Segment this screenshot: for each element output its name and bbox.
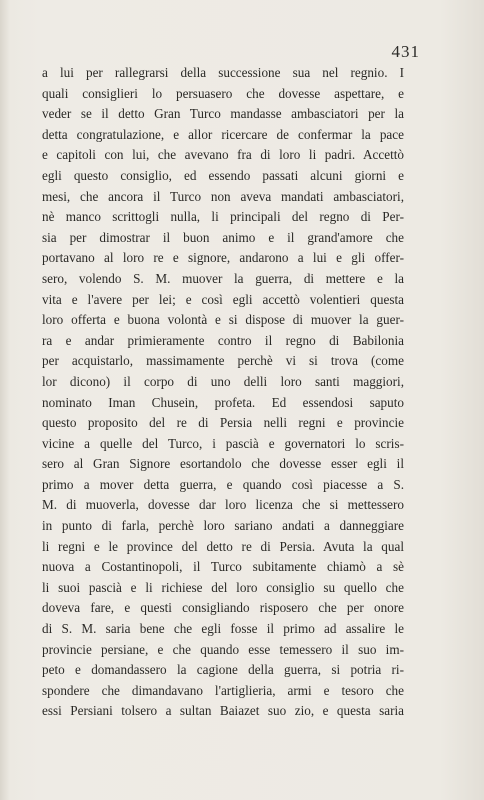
text-line: essi Persiani tolsero a sultan Baiazet suo zio, e questa saria bbox=[42, 703, 404, 719]
text-line: spondere che dimandavano l'artiglieria, armi e tesoro che bbox=[42, 682, 404, 698]
text-line: mesi, che ancora il Turco non aveva mandati ambasciatori, bbox=[42, 188, 404, 204]
text-line: li suoi pascià e li richiese del loro consiglio su quello che bbox=[42, 579, 404, 595]
text-line: peto e domandassero la cagione della guerra, si potria ri- bbox=[42, 662, 404, 678]
body-text bbox=[42, 63, 404, 722]
text-line: M. di muoverla, dovesse dar loro licenza che si mettessero bbox=[42, 497, 404, 513]
text-line: egli questo consiglio, ed essendo passati alcuni giorni e bbox=[42, 167, 404, 183]
page-number: 431 bbox=[391, 42, 420, 61]
text-line: ra e andar primieramente contro il regno di Babilonia bbox=[42, 332, 404, 348]
text-line: detta congratulazione, e allor ricercare de confermar la pace bbox=[42, 126, 404, 142]
text-line: a lui per rallegrarsi della successione sua nel regnio. I bbox=[42, 65, 404, 80]
text-line: sero, volendo S. M. muover la guerra, di mettere e la bbox=[42, 270, 404, 286]
text-line: veder se il detto Gran Turco mandasse ambasciatori per la bbox=[42, 106, 404, 122]
text-line: sero al Gran Signore esortandolo che dovesse esser egli il bbox=[42, 456, 404, 472]
text-line: doveva fare, e questi consigliando risposero che per onore bbox=[42, 600, 404, 616]
text-line: nuova a Costantinopoli, il Turco subitamente chiamò a sè bbox=[42, 559, 404, 575]
text-line: e capitoli con lui, che avevano fra di loro li padri. Accettò bbox=[42, 147, 404, 163]
text-line: di S. M. saria bene che egli fosse il primo ad assalire le bbox=[42, 621, 404, 637]
text-line: sia per dimostrar il buon animo e il grand'amore che bbox=[42, 229, 404, 245]
text-line: quali consiglieri lo persuasero che dovesse aspettare, e bbox=[42, 85, 404, 101]
text-line: provincie persiane, e che quando esse temessero il suo im- bbox=[42, 641, 404, 657]
text-line: vicine a quelle del Turco, i pascià e governatori lo scris- bbox=[42, 435, 404, 451]
text-line: loro offerta e buona volontà e si dispose di muover la guer- bbox=[42, 312, 404, 328]
text-line: nè manco scrittogli nulla, li principali del regno di Per- bbox=[42, 209, 404, 225]
text-line: vita e l'avere per lei; e così egli accettò volentieri questa bbox=[42, 291, 404, 307]
text-line: primo a mover detta guerra, e quando così piacesse a S. bbox=[42, 476, 404, 492]
text-line: in punto di farla, perchè loro sariano andati a danneggiare bbox=[42, 518, 404, 534]
text-line: per acquistarlo, massimamente perchè vi si trova (come bbox=[42, 353, 404, 369]
text-line: nominato Iman Chusein, profeta. Ed essendosi saputo bbox=[42, 394, 404, 410]
text-line: li regni e le province del detto re di Persia. Avuta la qual bbox=[42, 538, 404, 554]
text-line: questo proposito del re di Persia nelli regni e provincie bbox=[42, 415, 404, 431]
text-line: lor dicono) il corpo di uno delli loro santi maggiori, bbox=[42, 373, 404, 389]
text-line: portavano al loro re e signore, andarono a lui e gli offer- bbox=[42, 250, 404, 266]
